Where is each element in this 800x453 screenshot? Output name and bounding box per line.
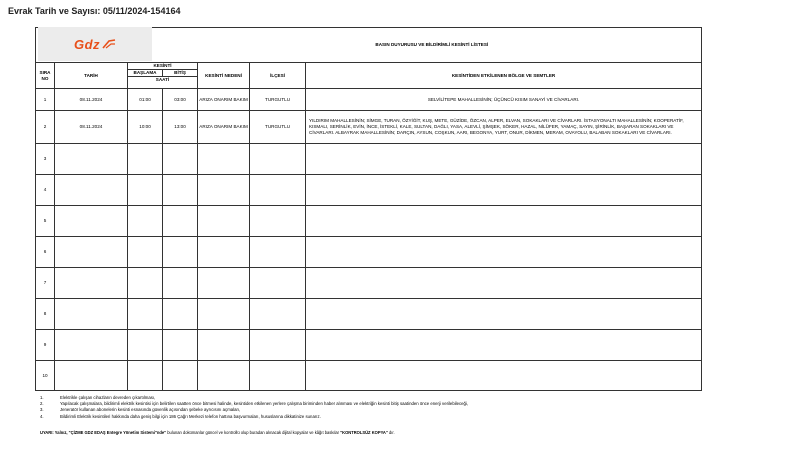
header-kesinti-nedeni: KESİNTİ NEDENİ — [198, 63, 250, 89]
footer-middle: bulunan dokümanlar güncel ve kontrollü olup buradan alınacak dijital kopyalar ve kâğıt baskılar — [166, 430, 341, 435]
note-number: 2. — [40, 401, 44, 407]
row-date — [55, 237, 128, 268]
row-date — [55, 206, 128, 237]
row-district — [250, 299, 306, 330]
row-number: 10 — [36, 361, 55, 391]
row-end-time — [163, 175, 198, 206]
footer-bold-end: "KONTROLSÜZ KOPYA" — [340, 430, 388, 435]
row-start-time — [128, 206, 163, 237]
row-end-time: 03:00 — [163, 89, 198, 111]
row-end-time — [163, 237, 198, 268]
row-reason — [198, 144, 250, 175]
row-district: TURGUTLU — [250, 111, 306, 144]
row-start-time — [128, 361, 163, 391]
row-end-time: 13:00 — [163, 111, 198, 144]
row-end-time — [163, 206, 198, 237]
row-affected-area — [306, 361, 702, 391]
row-end-time — [163, 268, 198, 299]
gdz-logo — [38, 27, 152, 61]
footer-suffix: dır. — [387, 430, 395, 435]
row-number: 4 — [36, 175, 55, 206]
table-row — [36, 175, 702, 206]
footer-system: "ÇİZME GDZ EDAŞ Entegre Yönetim Sistemi"nde" — [68, 430, 167, 435]
row-number: 1 — [36, 89, 55, 111]
note-text: Yapılacak çalışmalara, bildirimli elektrik kesintisi için belirtilen saatten önce bitmesi halinde, kesintiden etkilenen yerlere çalışma biriminden haber alınması ve elektriğin kesinti bitiş saatinden önce enerji verilebileceği, — [60, 401, 469, 407]
row-district — [250, 268, 306, 299]
row-reason — [198, 299, 250, 330]
header-baslama: BAŞLAMA — [128, 70, 163, 77]
row-start-time — [128, 175, 163, 206]
row-date: 08.11.2024 — [55, 111, 128, 144]
row-number: 5 — [36, 206, 55, 237]
note-text: Elektrikle çalışan cihazların devreden çıkartılması, — [60, 395, 156, 400]
notes-list — [40, 395, 740, 420]
table-row — [36, 330, 702, 361]
row-reason — [198, 206, 250, 237]
document-date-number: Evrak Tarih ve Sayısı: 05/11/2024-154164 — [8, 6, 181, 16]
row-reason: ARIZA ONARIM BAKIM — [198, 89, 250, 111]
note-number: 1. — [40, 395, 44, 400]
note-number: 4. — [40, 413, 44, 419]
header-tarih: TARİH — [55, 63, 128, 89]
row-date: 08.11.2024 — [55, 89, 128, 111]
row-reason — [198, 237, 250, 268]
row-date — [55, 144, 128, 175]
row-district — [250, 361, 306, 391]
row-date — [55, 330, 128, 361]
row-affected-area — [306, 299, 702, 330]
footer-warning — [40, 430, 395, 435]
row-date — [55, 361, 128, 391]
row-district — [250, 144, 306, 175]
row-start-time — [128, 237, 163, 268]
row-number: 2 — [36, 111, 55, 144]
table-row — [36, 361, 702, 391]
row-date — [55, 268, 128, 299]
row-district: TURGUTLU — [250, 89, 306, 111]
row-start-time — [128, 144, 163, 175]
note-item — [40, 414, 740, 420]
logo-text: Gdz — [73, 36, 101, 52]
page-title: BASIN DUYURUSU VE BİLDİRİMLİ KESİNTİ LİSTESİ — [163, 28, 702, 63]
note-number: 3. — [40, 407, 44, 413]
logo-mark-icon — [102, 39, 116, 49]
row-affected-area: SELVİLİTEPE MAHALLESİNİN; ÜÇÜNCÜ KISIM SANAYİ VE CİVARLARI. — [306, 89, 702, 111]
header-saati: SAATİ — [128, 77, 198, 89]
row-affected-area — [306, 268, 702, 299]
row-number: 8 — [36, 299, 55, 330]
row-number: 3 — [36, 144, 55, 175]
table-row — [36, 144, 702, 175]
table-row — [36, 111, 702, 144]
row-end-time — [163, 361, 198, 391]
table-row — [36, 268, 702, 299]
row-end-time — [163, 330, 198, 361]
row-affected-area — [306, 237, 702, 268]
row-affected-area — [306, 144, 702, 175]
table-row — [36, 237, 702, 268]
row-start-time: 10:00 — [128, 111, 163, 144]
row-reason — [198, 268, 250, 299]
row-start-time — [128, 268, 163, 299]
row-affected-area — [306, 330, 702, 361]
header-bolge: KESİNTİDEN ETKİLENEN BÖLGE VE SEMTLER — [306, 63, 702, 89]
row-reason: ARIZA ONARIM BAKIM — [198, 111, 250, 144]
table-row — [36, 299, 702, 330]
note-text: Bildirimli Elektrik kesintileri hakkında daha geniş bilgi için 186 Çağrı Merkezi telefon hattına başvurmaları, hususlarına dikkatinize sunarız. — [60, 413, 321, 419]
row-reason — [198, 361, 250, 391]
header-ilcesi: İLÇESİ — [250, 63, 306, 89]
row-affected-area: YILDIRIM MAHALLESİNİN; SİMGE, TURAN, ÖZYİĞİT, KUŞ, METE, GÜZİDE, ÖZCAN, ALPER, ELVAN, SOKAKLARI VE CİVARLARI. İSTASYONALTI MAHALLESİNİN; KOOPERATİF, KISMALI, SERİNLİK, EVİN, İNCE, İSTEKLİ, KALE, SULTAN, DAĞLI, YASA, ALEVLİ, ŞİMŞEK, SÖKER, HAZAL, NİLÜFER, YAMAÇ, SAYIN, ŞİRİNLİK, BAŞARAN SOKAKLARI VE CİVARLARI. ALBAYRAK MAHALLESİNİN; DARÇIN, AYSUN, COŞKUN, AARI, BEGONYA, YURT, ONUR, DİKMEN, MERAM, OVAYOLU, BALABAN SOKAKLARI VE CİVARLARI. — [306, 111, 702, 144]
row-start-time — [128, 299, 163, 330]
row-number: 6 — [36, 237, 55, 268]
footer-prefix: UYARI: Yalnız, — [40, 430, 68, 435]
row-affected-area — [306, 206, 702, 237]
row-end-time — [163, 299, 198, 330]
row-number: 7 — [36, 268, 55, 299]
row-end-time — [163, 144, 198, 175]
row-district — [250, 175, 306, 206]
table-row — [36, 89, 702, 111]
row-district — [250, 330, 306, 361]
note-text: Jeneratör kullanan abonelerin kesinti esnasında güvenlik açısından şebeke ayrıcısını açmaları, — [60, 407, 241, 413]
header-sira-no: SIRA NO — [36, 63, 55, 89]
row-number: 9 — [36, 330, 55, 361]
row-affected-area — [306, 175, 702, 206]
row-date — [55, 175, 128, 206]
row-start-time — [128, 330, 163, 361]
row-start-time: 01:00 — [128, 89, 163, 111]
table-row — [36, 206, 702, 237]
row-district — [250, 206, 306, 237]
outage-table — [35, 27, 702, 391]
header-kesinti: KESİNTİ — [128, 63, 198, 70]
header-bitis: BİTİŞ — [163, 70, 198, 77]
row-reason — [198, 175, 250, 206]
row-date — [55, 299, 128, 330]
row-reason — [198, 330, 250, 361]
row-district — [250, 237, 306, 268]
